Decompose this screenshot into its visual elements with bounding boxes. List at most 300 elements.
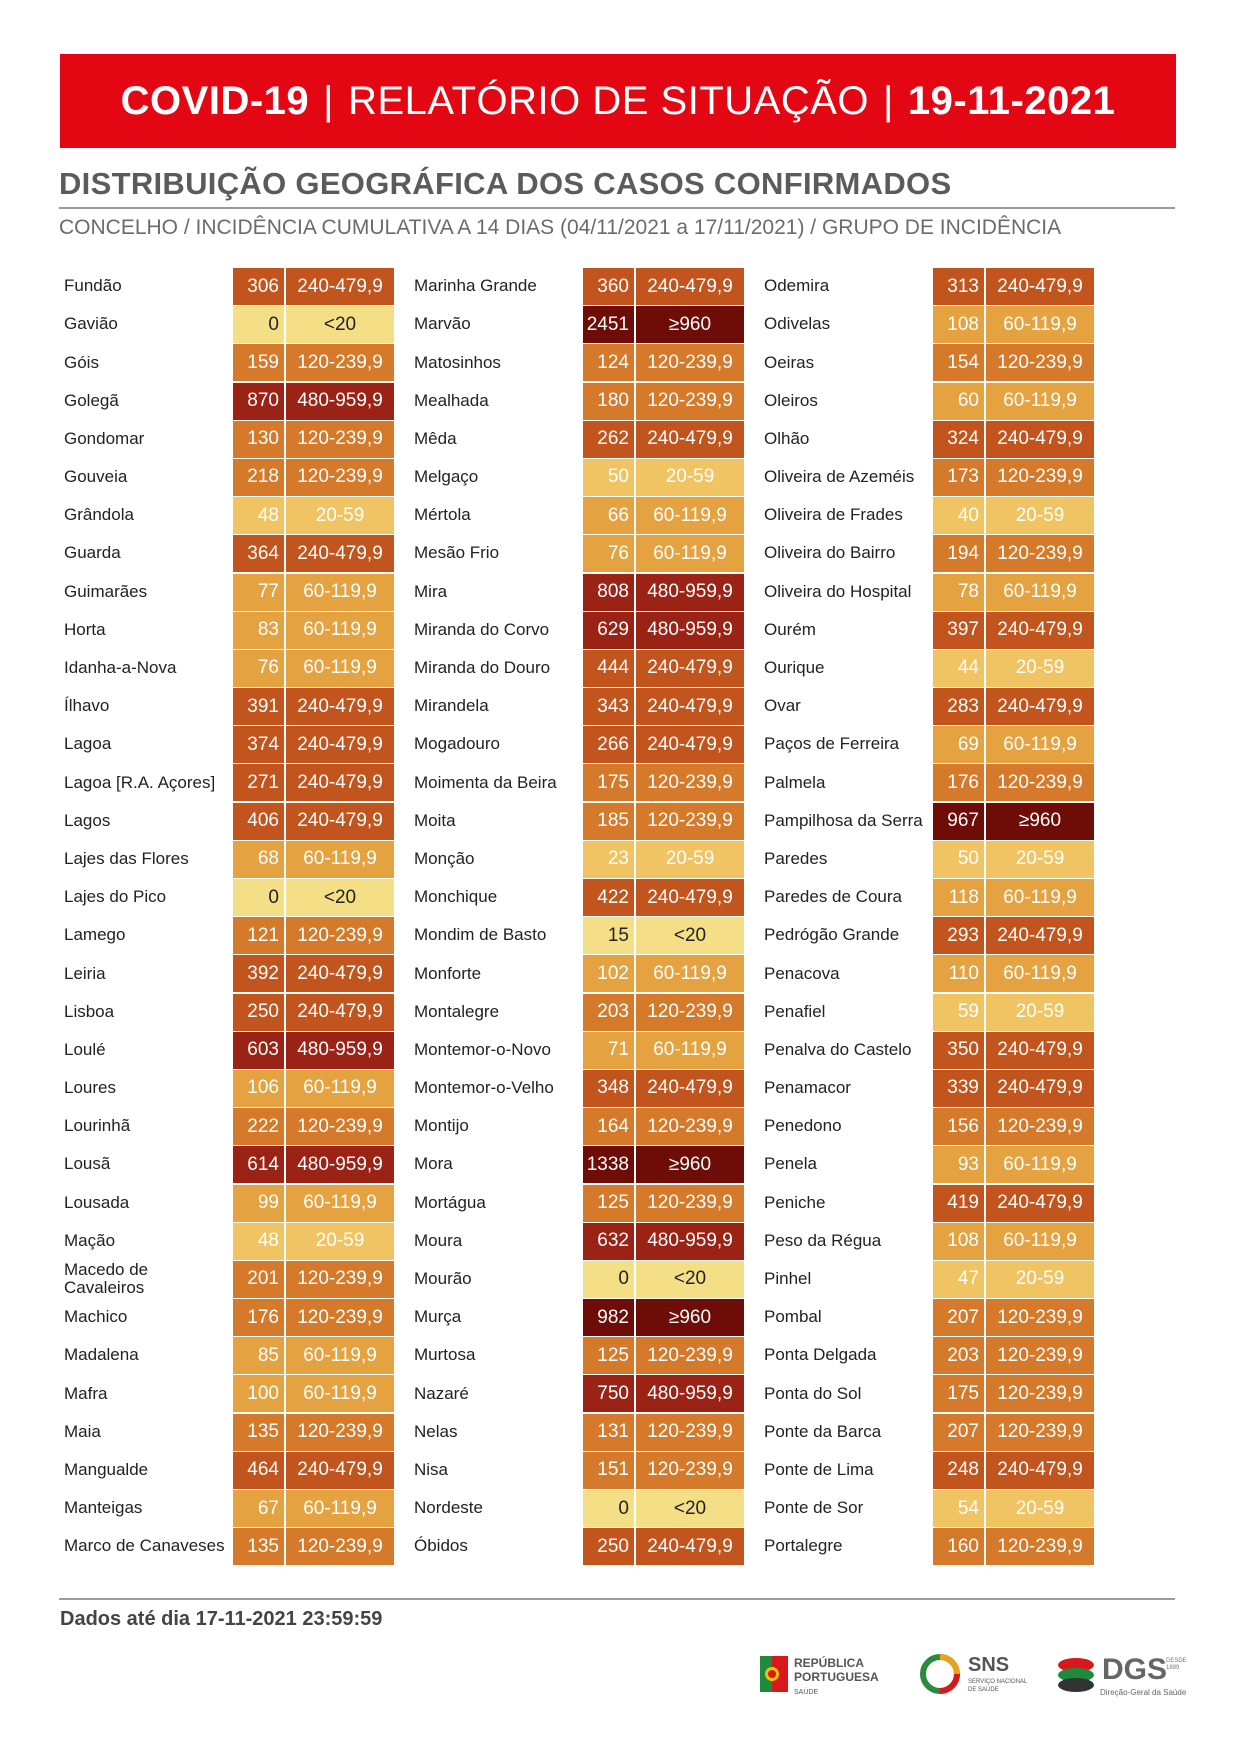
- municipality-name: Lourinhã: [64, 1116, 131, 1136]
- municipality-name: Miranda do Corvo: [414, 619, 550, 639]
- incidence-value: 100: [233, 1375, 284, 1412]
- table-row: [759, 955, 1094, 993]
- republica-flag-icon: [758, 1652, 790, 1696]
- municipality-name: Ourique: [764, 658, 825, 678]
- incidence-value: 83: [233, 612, 284, 649]
- incidence-group: 120-239,9: [286, 1261, 394, 1298]
- incidence-group: 60-119,9: [636, 1032, 744, 1069]
- republica-subtitle: SAÚDE: [794, 1689, 819, 1696]
- dgs-subtitle: Direção-Geral da Saúde: [1100, 1688, 1187, 1697]
- municipality-name: Mafra: [64, 1383, 108, 1403]
- title-divider: [59, 207, 1175, 209]
- incidence-group: 240-479,9: [986, 268, 1094, 305]
- incidence-value: 175: [933, 1375, 984, 1412]
- incidence-value: 124: [583, 344, 634, 381]
- municipality-name: Marvão: [414, 314, 471, 334]
- table-row: [759, 383, 1094, 421]
- municipality-name: Ponte da Barca: [764, 1421, 882, 1441]
- incidence-value: 360: [583, 268, 634, 305]
- incidence-group: 120-239,9: [986, 764, 1094, 801]
- incidence-group: 240-479,9: [986, 688, 1094, 725]
- incidence-group: 240-479,9: [986, 1185, 1094, 1222]
- municipality-name: Pinhel: [764, 1269, 812, 1289]
- incidence-group: ≥960: [636, 306, 744, 343]
- table-row: [759, 421, 1094, 459]
- incidence-value: 135: [233, 1528, 284, 1565]
- incidence-value: 131: [583, 1414, 634, 1451]
- incidence-value: 397: [933, 612, 984, 649]
- municipality-name: Mogadouro: [414, 734, 501, 754]
- incidence-group: 20-59: [986, 1261, 1094, 1298]
- header-title-covid: COVID-19: [120, 78, 310, 123]
- table-row: [759, 1490, 1094, 1528]
- table-row: [759, 726, 1094, 764]
- table-row: [409, 1490, 744, 1528]
- municipality-name: Oliveira de Frades: [764, 505, 903, 525]
- municipality-name: Penafiel: [764, 1001, 826, 1021]
- incidence-value: 50: [933, 841, 984, 878]
- municipality-column-3: [759, 268, 1094, 1566]
- table-row: [59, 383, 394, 421]
- municipality-name: Loulé: [64, 1039, 106, 1059]
- incidence-group: 240-479,9: [636, 1070, 744, 1107]
- incidence-group: 120-239,9: [986, 1299, 1094, 1336]
- incidence-value: 175: [583, 764, 634, 801]
- table-row: [409, 1223, 744, 1261]
- incidence-group: 120-239,9: [986, 1337, 1094, 1374]
- incidence-group: 60-119,9: [286, 1070, 394, 1107]
- header-separator-2: |: [883, 78, 894, 123]
- incidence-group: 20-59: [986, 650, 1094, 687]
- table-row: [409, 1528, 744, 1566]
- table-row: [59, 1185, 394, 1223]
- table-row: [59, 1146, 394, 1184]
- incidence-value: 391: [233, 688, 284, 725]
- municipality-name: Pombal: [764, 1307, 822, 1327]
- municipality-name: Murça: [414, 1307, 462, 1327]
- municipality-name: Lajes das Flores: [64, 848, 189, 868]
- incidence-value: 632: [583, 1223, 634, 1260]
- incidence-group: 60-119,9: [286, 1185, 394, 1222]
- incidence-value: 77: [233, 574, 284, 611]
- municipality-column-1: [59, 268, 394, 1566]
- incidence-value: 0: [583, 1490, 634, 1527]
- table-row: [409, 459, 744, 497]
- incidence-value: 271: [233, 764, 284, 801]
- incidence-group: 240-479,9: [636, 879, 744, 916]
- table-row: [759, 535, 1094, 573]
- incidence-value: 99: [233, 1185, 284, 1222]
- table-row: [409, 1185, 744, 1223]
- incidence-value: 419: [933, 1185, 984, 1222]
- municipality-name: Miranda do Douro: [414, 658, 551, 678]
- municipality-name: Oliveira do Hospital: [764, 581, 912, 601]
- incidence-group: 480-959,9: [286, 383, 394, 420]
- incidence-group: 240-479,9: [286, 688, 394, 725]
- table-row: [759, 612, 1094, 650]
- incidence-group: 60-119,9: [286, 1490, 394, 1527]
- table-row: [59, 1337, 394, 1375]
- incidence-group: 120-239,9: [286, 344, 394, 381]
- dgs-emblem-icon: [1054, 1652, 1098, 1696]
- municipality-name: Mourão: [414, 1269, 472, 1289]
- table-row: [59, 1070, 394, 1108]
- incidence-value: 154: [933, 344, 984, 381]
- table-row: [409, 268, 744, 306]
- section-title: DISTRIBUIÇÃO GEOGRÁFICA DOS CASOS CONFIRMADOS: [59, 166, 952, 201]
- incidence-value: 339: [933, 1070, 984, 1107]
- municipality-name: Horta: [64, 619, 106, 639]
- incidence-group: 120-239,9: [636, 1108, 744, 1145]
- table-row: [59, 306, 394, 344]
- table-row: [59, 459, 394, 497]
- municipality-name: Maia: [64, 1421, 101, 1441]
- table-row: [759, 1337, 1094, 1375]
- municipality-name: Penalva do Castelo: [764, 1039, 912, 1059]
- table-row: [759, 1452, 1094, 1490]
- table-row: [409, 497, 744, 535]
- table-row: [409, 955, 744, 993]
- municipality-name: Lajes do Pico: [64, 887, 167, 907]
- incidence-group: 60-119,9: [986, 383, 1094, 420]
- incidence-group: 240-479,9: [636, 650, 744, 687]
- municipality-name: Gouveia: [64, 467, 128, 487]
- municipality-name: Óbidos: [414, 1536, 468, 1556]
- table-row: [759, 1528, 1094, 1566]
- incidence-group: 60-119,9: [986, 726, 1094, 763]
- incidence-group: 240-479,9: [986, 917, 1094, 954]
- table-row: [409, 383, 744, 421]
- incidence-value: 47: [933, 1261, 984, 1298]
- table-row: [759, 1375, 1094, 1413]
- table-row: [759, 764, 1094, 802]
- incidence-value: 324: [933, 421, 984, 458]
- municipality-name: Loures: [64, 1078, 116, 1098]
- table-row: [759, 344, 1094, 382]
- incidence-group: 60-119,9: [286, 1375, 394, 1412]
- incidence-group: 240-479,9: [986, 1070, 1094, 1107]
- incidence-group: <20: [286, 306, 394, 343]
- municipality-name: Nelas: [414, 1421, 458, 1441]
- incidence-value: 203: [933, 1337, 984, 1374]
- table-row: [59, 574, 394, 612]
- incidence-value: 0: [233, 306, 284, 343]
- incidence-group: 20-59: [286, 497, 394, 534]
- incidence-group: 60-119,9: [286, 650, 394, 687]
- incidence-value: 40: [933, 497, 984, 534]
- incidence-group: 20-59: [636, 459, 744, 496]
- incidence-value: 348: [583, 1070, 634, 1107]
- municipality-name: Pampilhosa da Serra: [764, 810, 923, 830]
- municipality-name: Paços de Ferreira: [764, 734, 900, 754]
- municipality-name: Golegã: [64, 390, 119, 410]
- municipality-name: Macedo de Cavaleiros: [64, 1259, 149, 1298]
- municipality-name: Moimenta da Beira: [414, 772, 557, 792]
- incidence-value: 2451: [583, 306, 634, 343]
- incidence-group: ≥960: [636, 1146, 744, 1183]
- incidence-value: 68: [233, 841, 284, 878]
- table-row: [759, 1185, 1094, 1223]
- header-title-report: RELATÓRIO DE SITUAÇÃO: [348, 78, 870, 123]
- municipality-name: Oliveira do Bairro: [764, 543, 896, 563]
- table-row: [409, 344, 744, 382]
- incidence-value: 76: [583, 535, 634, 572]
- table-row: [409, 1032, 744, 1070]
- sns-subtitle: SERVIÇO NACIONAL DE SAÚDE: [968, 1679, 1028, 1693]
- table-row: [409, 612, 744, 650]
- incidence-group: 120-239,9: [636, 1185, 744, 1222]
- incidence-group: 240-479,9: [986, 612, 1094, 649]
- table-row: [759, 268, 1094, 306]
- incidence-value: 444: [583, 650, 634, 687]
- municipality-name: Ponte de Lima: [764, 1459, 874, 1479]
- municipality-name: Pedrógão Grande: [764, 925, 900, 945]
- table-row: [759, 994, 1094, 1032]
- municipality-name: Lagoa [R.A. Açores]: [64, 772, 216, 792]
- municipality-name: Guarda: [64, 543, 121, 563]
- incidence-value: 121: [233, 917, 284, 954]
- municipality-name: Lousada: [64, 1192, 130, 1212]
- incidence-group: 240-479,9: [286, 803, 394, 840]
- table-row: [759, 688, 1094, 726]
- republica-portuguesa-logo: [758, 1652, 898, 1702]
- municipality-name: Mirandela: [414, 696, 489, 716]
- municipality-name: Peniche: [764, 1192, 826, 1212]
- incidence-group: 20-59: [286, 1223, 394, 1260]
- incidence-group: 60-119,9: [986, 879, 1094, 916]
- municipality-name: Ponte de Sor: [764, 1498, 864, 1518]
- table-row: [409, 994, 744, 1032]
- incidence-value: 250: [233, 994, 284, 1031]
- municipality-name: Olhão: [764, 428, 810, 448]
- incidence-value: 203: [583, 994, 634, 1031]
- municipality-name: Monforte: [414, 963, 482, 983]
- incidence-group: 120-239,9: [636, 994, 744, 1031]
- incidence-group: 120-239,9: [986, 1414, 1094, 1451]
- section-subtitle: CONCELHO / INCIDÊNCIA CUMULATIVA A 14 DIAS (04/11/2021 a 17/11/2021) / GRUPO DE INCIDÊNCIA: [59, 216, 1062, 239]
- incidence-value: 266: [583, 726, 634, 763]
- incidence-value: 60: [933, 383, 984, 420]
- incidence-group: 60-119,9: [986, 306, 1094, 343]
- incidence-group: 240-479,9: [286, 1452, 394, 1489]
- incidence-value: 870: [233, 383, 284, 420]
- table-row: [59, 535, 394, 573]
- incidence-value: 180: [583, 383, 634, 420]
- table-row: [59, 1452, 394, 1490]
- incidence-group: 60-119,9: [286, 574, 394, 611]
- table-row: [59, 344, 394, 382]
- municipality-name: Penela: [764, 1154, 817, 1174]
- incidence-group: ≥960: [636, 1299, 744, 1336]
- table-row: [759, 1146, 1094, 1184]
- incidence-value: 614: [233, 1146, 284, 1183]
- incidence-value: 207: [933, 1299, 984, 1336]
- incidence-value: 130: [233, 421, 284, 458]
- incidence-group: 240-479,9: [286, 955, 394, 992]
- municipality-name: Paredes de Coura: [764, 887, 902, 907]
- municipality-name: Nazaré: [414, 1383, 469, 1403]
- incidence-value: 422: [583, 879, 634, 916]
- table-row: [59, 841, 394, 879]
- incidence-group: 240-479,9: [286, 535, 394, 572]
- dgs-wordmark: DGS: [1102, 1653, 1168, 1686]
- table-row: [759, 650, 1094, 688]
- municipality-name: Mortágua: [414, 1192, 486, 1212]
- municipality-name: Lamego: [64, 925, 126, 945]
- incidence-group: 240-479,9: [636, 268, 744, 305]
- incidence-value: 218: [233, 459, 284, 496]
- incidence-value: 392: [233, 955, 284, 992]
- municipality-name: Oleiros: [764, 390, 818, 410]
- municipality-name: Oeiras: [764, 352, 815, 372]
- incidence-value: 164: [583, 1108, 634, 1145]
- municipality-name: Peso da Régua: [764, 1230, 882, 1250]
- incidence-group: 120-239,9: [636, 764, 744, 801]
- table-row: [759, 497, 1094, 535]
- incidence-value: 250: [583, 1528, 634, 1565]
- incidence-value: 118: [933, 879, 984, 916]
- table-row: [409, 306, 744, 344]
- table-row: [59, 1108, 394, 1146]
- municipality-name: Ponta do Sol: [764, 1383, 862, 1403]
- incidence-value: 808: [583, 574, 634, 611]
- table-row: [759, 459, 1094, 497]
- incidence-group: 60-119,9: [636, 497, 744, 534]
- incidence-value: 343: [583, 688, 634, 725]
- incidence-value: 159: [233, 344, 284, 381]
- republica-line-2: PORTUGUESA: [794, 1670, 879, 1684]
- table-row: [59, 1299, 394, 1337]
- incidence-value: 0: [583, 1261, 634, 1298]
- table-row: [59, 726, 394, 764]
- table-row: [59, 1261, 394, 1299]
- municipality-name: Marco de Canaveses: [64, 1536, 225, 1556]
- incidence-group: 240-479,9: [636, 688, 744, 725]
- incidence-value: 54: [933, 1490, 984, 1527]
- incidence-group: 60-119,9: [636, 535, 744, 572]
- incidence-value: 48: [233, 1223, 284, 1260]
- incidence-value: 374: [233, 726, 284, 763]
- incidence-group: ≥960: [986, 803, 1094, 840]
- incidence-value: 201: [233, 1261, 284, 1298]
- incidence-group: 120-239,9: [986, 459, 1094, 496]
- table-row: [759, 1070, 1094, 1108]
- municipality-name: Fundão: [64, 276, 122, 296]
- municipality-name: Monção: [414, 848, 475, 868]
- incidence-group: 60-119,9: [986, 574, 1094, 611]
- header-separator-1: |: [323, 78, 335, 123]
- table-row: [409, 1108, 744, 1146]
- table-row: [409, 688, 744, 726]
- municipality-name: Mira: [414, 581, 448, 601]
- municipality-name: Oliveira de Azeméis: [764, 467, 915, 487]
- municipality-name: Mesão Frio: [414, 543, 500, 563]
- incidence-value: 176: [933, 764, 984, 801]
- incidence-group: 120-239,9: [986, 1108, 1094, 1145]
- incidence-group: 120-239,9: [986, 1528, 1094, 1565]
- incidence-group: <20: [636, 1261, 744, 1298]
- incidence-value: 108: [933, 1223, 984, 1260]
- incidence-group: 20-59: [986, 497, 1094, 534]
- municipality-name: Montalegre: [414, 1001, 500, 1021]
- incidence-value: 262: [583, 421, 634, 458]
- incidence-value: 982: [583, 1299, 634, 1336]
- municipality-name: Guimarães: [64, 581, 148, 601]
- municipality-name: Montemor-o-Novo: [414, 1039, 551, 1059]
- table-row: [59, 803, 394, 841]
- incidence-group: 20-59: [986, 994, 1094, 1031]
- incidence-value: 629: [583, 612, 634, 649]
- incidence-group: <20: [636, 1490, 744, 1527]
- table-row: [409, 917, 744, 955]
- municipality-name: Machico: [64, 1307, 128, 1327]
- table-row: [409, 1261, 744, 1299]
- municipality-name: Ovar: [764, 696, 801, 716]
- incidence-value: 1338: [583, 1146, 634, 1183]
- incidence-group: 240-479,9: [636, 421, 744, 458]
- incidence-group: 120-239,9: [286, 421, 394, 458]
- table-row: [409, 1452, 744, 1490]
- sns-logo: [918, 1652, 1030, 1702]
- incidence-group: 120-239,9: [286, 1414, 394, 1451]
- incidence-value: 76: [233, 650, 284, 687]
- table-row: [409, 650, 744, 688]
- municipality-name: Monchique: [414, 887, 498, 907]
- table-row: [59, 497, 394, 535]
- incidence-value: 176: [233, 1299, 284, 1336]
- incidence-group: 120-239,9: [986, 1375, 1094, 1412]
- incidence-group: 240-479,9: [286, 726, 394, 763]
- table-row: [409, 1070, 744, 1108]
- table-row: [409, 803, 744, 841]
- municipality-name: Murtosa: [414, 1345, 476, 1365]
- incidence-value: 106: [233, 1070, 284, 1107]
- incidence-group: <20: [286, 879, 394, 916]
- incidence-value: 93: [933, 1146, 984, 1183]
- municipality-name: Gavião: [64, 314, 118, 334]
- incidence-group: 480-959,9: [636, 574, 744, 611]
- incidence-group: 120-239,9: [636, 383, 744, 420]
- table-row: [759, 574, 1094, 612]
- table-row: [59, 879, 394, 917]
- incidence-value: 222: [233, 1108, 284, 1145]
- incidence-group: 60-119,9: [986, 1223, 1094, 1260]
- incidence-group: 480-959,9: [636, 612, 744, 649]
- incidence-value: 48: [233, 497, 284, 534]
- incidence-value: 248: [933, 1452, 984, 1489]
- incidence-value: 125: [583, 1337, 634, 1374]
- incidence-value: 110: [933, 955, 984, 992]
- incidence-group: 60-119,9: [636, 955, 744, 992]
- municipality-name: Mealhada: [414, 390, 489, 410]
- incidence-group: 120-239,9: [286, 1299, 394, 1336]
- municipality-name: Moura: [414, 1230, 463, 1250]
- municipality-name: Mação: [64, 1230, 116, 1250]
- table-row: [59, 612, 394, 650]
- table-row: [409, 1299, 744, 1337]
- incidence-group: 120-239,9: [986, 535, 1094, 572]
- municipality-name: Lagoa: [64, 734, 112, 754]
- table-row: [759, 879, 1094, 917]
- municipality-name: Marinha Grande: [414, 276, 537, 296]
- incidence-value: 151: [583, 1452, 634, 1489]
- incidence-value: 85: [233, 1337, 284, 1374]
- incidence-value: 78: [933, 574, 984, 611]
- incidence-value: 194: [933, 535, 984, 572]
- municipality-name: Ponta Delgada: [764, 1345, 877, 1365]
- table-row: [59, 1375, 394, 1413]
- incidence-value: 67: [233, 1490, 284, 1527]
